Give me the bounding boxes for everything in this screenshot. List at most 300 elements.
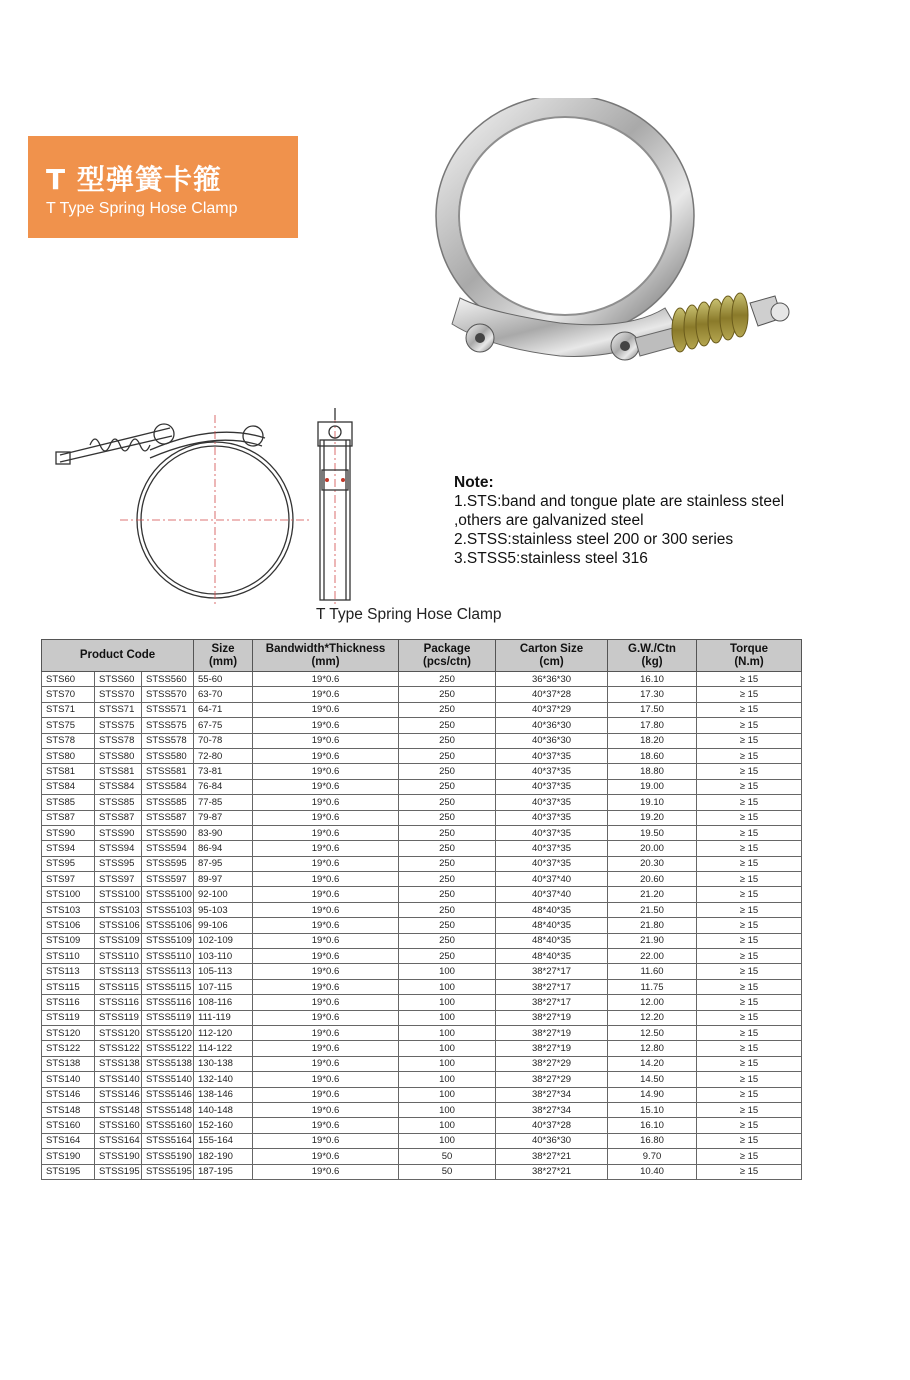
header-torque-line1: Torque — [729, 642, 769, 655]
note-line-3: 2.STSS:stainless steel 200 or 300 series — [454, 531, 734, 548]
cell-code-sts: STS87 — [42, 810, 95, 825]
cell-size: 112-120 — [194, 1025, 253, 1040]
cell-carton-size: 36*36*30 — [496, 672, 608, 687]
table-row — [42, 764, 802, 779]
table-row — [42, 949, 802, 964]
table-row — [42, 1087, 802, 1102]
cell-package: 100 — [399, 1118, 496, 1133]
cell-size: 76-84 — [194, 779, 253, 794]
cell-code-stss5: STSS5164 — [142, 1133, 194, 1148]
header-package-line1: Package — [423, 642, 471, 655]
cell-torque: ≥ 15 — [697, 795, 802, 810]
table-row — [42, 964, 802, 979]
cell-code-stss5: STSS5120 — [142, 1025, 194, 1040]
table-row — [42, 795, 802, 810]
cell-carton-size: 40*37*35 — [496, 841, 608, 856]
table-row — [42, 718, 802, 733]
table-row — [42, 856, 802, 871]
cell-code-sts: STS100 — [42, 887, 95, 902]
cell-carton-size: 38*27*34 — [496, 1087, 608, 1102]
cell-code-sts: STS90 — [42, 825, 95, 840]
cell-code-sts: STS113 — [42, 964, 95, 979]
cell-code-stss: STSS146 — [95, 1087, 142, 1102]
table-row — [42, 1118, 802, 1133]
cell-package: 250 — [399, 856, 496, 871]
cell-torque: ≥ 15 — [697, 1102, 802, 1117]
cell-package: 250 — [399, 687, 496, 702]
table-row — [42, 933, 802, 948]
cell-gross-weight: 21.20 — [608, 887, 697, 902]
cell-code-stss5: STSS5103 — [142, 902, 194, 917]
cell-code-stss5: STSS581 — [142, 764, 194, 779]
cell-size: 70-78 — [194, 733, 253, 748]
cell-bandwidth: 19*0.6 — [253, 841, 399, 856]
cell-code-sts: STS110 — [42, 949, 95, 964]
cell-size: 103-110 — [194, 949, 253, 964]
cell-size: 187-195 — [194, 1164, 253, 1179]
cell-torque: ≥ 15 — [697, 841, 802, 856]
cell-size: 92-100 — [194, 887, 253, 902]
cell-code-stss5: STSS578 — [142, 733, 194, 748]
cell-bandwidth: 19*0.6 — [253, 795, 399, 810]
cell-code-stss: STSS113 — [95, 964, 142, 979]
cell-code-stss: STSS80 — [95, 748, 142, 763]
cell-package: 250 — [399, 841, 496, 856]
cell-code-stss5: STSS5100 — [142, 887, 194, 902]
cell-code-sts: STS84 — [42, 779, 95, 794]
cell-bandwidth: 19*0.6 — [253, 1087, 399, 1102]
cell-gross-weight: 20.60 — [608, 872, 697, 887]
cell-code-stss: STSS103 — [95, 902, 142, 917]
cell-code-stss: STSS95 — [95, 856, 142, 871]
cell-package: 100 — [399, 1102, 496, 1117]
cell-gross-weight: 10.40 — [608, 1164, 697, 1179]
cell-bandwidth: 19*0.6 — [253, 702, 399, 717]
spec-table-body — [42, 672, 802, 1180]
banner-title-en: T Type Spring Hose Clamp — [46, 200, 238, 217]
cell-carton-size: 38*27*21 — [496, 1149, 608, 1164]
cell-size: 132-140 — [194, 1072, 253, 1087]
cell-code-stss: STSS81 — [95, 764, 142, 779]
cell-gross-weight: 21.50 — [608, 902, 697, 917]
cell-gross-weight: 11.60 — [608, 964, 697, 979]
table-row — [42, 887, 802, 902]
cell-code-stss: STSS90 — [95, 825, 142, 840]
cell-package: 250 — [399, 887, 496, 902]
cell-torque: ≥ 15 — [697, 1087, 802, 1102]
cell-bandwidth: 19*0.6 — [253, 856, 399, 871]
cell-size: 114-122 — [194, 1041, 253, 1056]
cell-package: 100 — [399, 1087, 496, 1102]
cell-bandwidth: 19*0.6 — [253, 1041, 399, 1056]
table-row — [42, 748, 802, 763]
cell-code-stss: STSS94 — [95, 841, 142, 856]
cell-size: 130-138 — [194, 1056, 253, 1071]
cell-torque: ≥ 15 — [697, 949, 802, 964]
cell-code-sts: STS138 — [42, 1056, 95, 1071]
cell-torque: ≥ 15 — [697, 825, 802, 840]
table-row — [42, 672, 802, 687]
table-row — [42, 810, 802, 825]
table-row — [42, 1164, 802, 1179]
note-line-2: ,others are galvanized steel — [454, 512, 644, 529]
cell-code-stss5: STSS5115 — [142, 979, 194, 994]
title-banner — [28, 136, 298, 238]
cell-size: 86-94 — [194, 841, 253, 856]
cell-torque: ≥ 15 — [697, 764, 802, 779]
cell-torque: ≥ 15 — [697, 1133, 802, 1148]
cell-gross-weight: 16.10 — [608, 672, 697, 687]
note-line-4: 3.STSS5:stainless steel 316 — [454, 550, 648, 567]
table-row — [42, 702, 802, 717]
cell-code-stss5: STSS570 — [142, 687, 194, 702]
cell-bandwidth: 19*0.6 — [253, 733, 399, 748]
cell-gross-weight: 19.50 — [608, 825, 697, 840]
cell-code-stss: STSS106 — [95, 918, 142, 933]
cell-code-stss5: STSS587 — [142, 810, 194, 825]
cell-gross-weight: 20.30 — [608, 856, 697, 871]
cell-size: 67-75 — [194, 718, 253, 733]
cell-bandwidth: 19*0.6 — [253, 764, 399, 779]
cell-gross-weight: 18.80 — [608, 764, 697, 779]
cell-torque: ≥ 15 — [697, 702, 802, 717]
cell-gross-weight: 16.80 — [608, 1133, 697, 1148]
cell-code-stss: STSS195 — [95, 1164, 142, 1179]
cell-carton-size: 40*37*35 — [496, 779, 608, 794]
cell-package: 250 — [399, 872, 496, 887]
cell-gross-weight: 19.00 — [608, 779, 697, 794]
cell-code-stss5: STSS590 — [142, 825, 194, 840]
cell-code-stss: STSS148 — [95, 1102, 142, 1117]
cell-package: 250 — [399, 933, 496, 948]
header-product-code: Product Code — [42, 640, 194, 672]
cell-code-sts: STS146 — [42, 1087, 95, 1102]
cell-torque: ≥ 15 — [697, 856, 802, 871]
cell-size: 64-71 — [194, 702, 253, 717]
cell-carton-size: 40*36*30 — [496, 718, 608, 733]
cell-gross-weight: 20.00 — [608, 841, 697, 856]
note-title: Note: — [454, 474, 494, 491]
cell-package: 100 — [399, 1072, 496, 1087]
cell-bandwidth: 19*0.6 — [253, 1056, 399, 1071]
cell-gross-weight: 21.90 — [608, 933, 697, 948]
cell-carton-size: 48*40*35 — [496, 933, 608, 948]
table-row — [42, 1149, 802, 1164]
cell-gross-weight: 9.70 — [608, 1149, 697, 1164]
cell-code-stss: STSS75 — [95, 718, 142, 733]
cell-code-sts: STS95 — [42, 856, 95, 871]
cell-size: 138-146 — [194, 1087, 253, 1102]
table-header-row — [42, 640, 802, 672]
cell-package: 100 — [399, 1133, 496, 1148]
cell-gross-weight: 12.20 — [608, 1010, 697, 1025]
cell-gross-weight: 14.50 — [608, 1072, 697, 1087]
cell-bandwidth: 19*0.6 — [253, 949, 399, 964]
cell-code-stss: STSS116 — [95, 995, 142, 1010]
cell-code-sts: STS60 — [42, 672, 95, 687]
cell-code-stss5: STSS597 — [142, 872, 194, 887]
cell-code-stss: STSS140 — [95, 1072, 142, 1087]
cell-size: 83-90 — [194, 825, 253, 840]
cell-torque: ≥ 15 — [697, 687, 802, 702]
cell-carton-size: 40*36*30 — [496, 733, 608, 748]
cell-code-stss5: STSS5122 — [142, 1041, 194, 1056]
table-row — [42, 1102, 802, 1117]
cell-size: 182-190 — [194, 1149, 253, 1164]
cell-bandwidth: 19*0.6 — [253, 1025, 399, 1040]
cell-bandwidth: 19*0.6 — [253, 1149, 399, 1164]
cell-code-stss: STSS164 — [95, 1133, 142, 1148]
cell-size: 63-70 — [194, 687, 253, 702]
header-gw — [608, 640, 697, 672]
cell-carton-size: 40*37*29 — [496, 702, 608, 717]
cell-bandwidth: 19*0.6 — [253, 1072, 399, 1087]
table-row — [42, 841, 802, 856]
cell-torque: ≥ 15 — [697, 933, 802, 948]
cell-code-stss5: STSS5148 — [142, 1102, 194, 1117]
cell-code-sts: STS115 — [42, 979, 95, 994]
cell-code-stss: STSS122 — [95, 1041, 142, 1056]
cell-code-sts: STS140 — [42, 1072, 95, 1087]
cell-code-sts: STS94 — [42, 841, 95, 856]
cell-package: 250 — [399, 748, 496, 763]
cell-size: 102-109 — [194, 933, 253, 948]
cell-size: 72-80 — [194, 748, 253, 763]
cell-code-stss: STSS85 — [95, 795, 142, 810]
cell-size: 55-60 — [194, 672, 253, 687]
cell-bandwidth: 19*0.6 — [253, 918, 399, 933]
cell-code-stss5: STSS575 — [142, 718, 194, 733]
table-row — [42, 1025, 802, 1040]
note-block — [454, 473, 784, 568]
cell-bandwidth: 19*0.6 — [253, 779, 399, 794]
header-gw-line1: G.W./Ctn — [628, 642, 676, 655]
cell-package: 100 — [399, 1025, 496, 1040]
cell-package: 250 — [399, 702, 496, 717]
cell-gross-weight: 16.10 — [608, 1118, 697, 1133]
cell-torque: ≥ 15 — [697, 918, 802, 933]
cell-carton-size: 40*37*35 — [496, 825, 608, 840]
cell-package: 50 — [399, 1149, 496, 1164]
header-size — [194, 640, 253, 672]
cell-code-sts: STS160 — [42, 1118, 95, 1133]
cell-bandwidth: 19*0.6 — [253, 687, 399, 702]
cell-code-stss: STSS110 — [95, 949, 142, 964]
cell-bandwidth: 19*0.6 — [253, 1102, 399, 1117]
cell-carton-size: 38*27*19 — [496, 1010, 608, 1025]
cell-carton-size: 38*27*17 — [496, 995, 608, 1010]
cell-carton-size: 40*37*40 — [496, 887, 608, 902]
cell-code-sts: STS97 — [42, 872, 95, 887]
cell-torque: ≥ 15 — [697, 733, 802, 748]
cell-bandwidth: 19*0.6 — [253, 995, 399, 1010]
cell-code-stss5: STSS5110 — [142, 949, 194, 964]
cell-code-sts: STS106 — [42, 918, 95, 933]
cell-size: 107-115 — [194, 979, 253, 994]
cell-carton-size: 48*40*35 — [496, 949, 608, 964]
cell-code-stss: STSS87 — [95, 810, 142, 825]
cell-size: 73-81 — [194, 764, 253, 779]
cell-code-stss5: STSS5119 — [142, 1010, 194, 1025]
cell-torque: ≥ 15 — [697, 872, 802, 887]
cell-torque: ≥ 15 — [697, 964, 802, 979]
cell-bandwidth: 19*0.6 — [253, 825, 399, 840]
cell-gross-weight: 17.50 — [608, 702, 697, 717]
cell-package: 100 — [399, 995, 496, 1010]
cell-torque: ≥ 15 — [697, 718, 802, 733]
cell-code-stss: STSS160 — [95, 1118, 142, 1133]
cell-torque: ≥ 15 — [697, 1041, 802, 1056]
cell-bandwidth: 19*0.6 — [253, 1010, 399, 1025]
cell-torque: ≥ 15 — [697, 1118, 802, 1133]
header-gw-line2: (kg) — [641, 655, 663, 668]
cell-torque: ≥ 15 — [697, 672, 802, 687]
cell-package: 50 — [399, 1164, 496, 1179]
cell-size: 95-103 — [194, 902, 253, 917]
cell-size: 140-148 — [194, 1102, 253, 1117]
cell-package: 100 — [399, 1041, 496, 1056]
cell-gross-weight: 14.90 — [608, 1087, 697, 1102]
header-torque-line2: (N.m) — [734, 655, 764, 668]
header-size-line2: (mm) — [208, 655, 238, 668]
table-row — [42, 825, 802, 840]
cell-bandwidth: 19*0.6 — [253, 887, 399, 902]
cell-carton-size: 40*37*35 — [496, 856, 608, 871]
cell-carton-size: 40*37*35 — [496, 764, 608, 779]
header-carton — [496, 640, 608, 672]
cell-size: 77-85 — [194, 795, 253, 810]
header-carton-line1: Carton Size — [519, 642, 584, 655]
cell-code-stss5: STSS571 — [142, 702, 194, 717]
cell-gross-weight: 21.80 — [608, 918, 697, 933]
cell-torque: ≥ 15 — [697, 1164, 802, 1179]
cell-code-stss5: STSS5190 — [142, 1149, 194, 1164]
cell-code-stss5: STSS5195 — [142, 1164, 194, 1179]
header-torque — [697, 640, 802, 672]
cell-code-sts: STS78 — [42, 733, 95, 748]
cell-code-stss: STSS71 — [95, 702, 142, 717]
cell-code-stss5: STSS5138 — [142, 1056, 194, 1071]
cell-size: 152-160 — [194, 1118, 253, 1133]
cell-gross-weight: 17.80 — [608, 718, 697, 733]
cell-carton-size: 40*36*30 — [496, 1133, 608, 1148]
cell-carton-size: 38*27*21 — [496, 1164, 608, 1179]
cell-carton-size: 40*37*28 — [496, 687, 608, 702]
cell-torque: ≥ 15 — [697, 748, 802, 763]
table-row — [42, 733, 802, 748]
cell-package: 250 — [399, 810, 496, 825]
cell-carton-size: 40*37*35 — [496, 810, 608, 825]
cell-code-sts: STS103 — [42, 902, 95, 917]
header-bandwidth-line1: Bandwidth*Thickness — [265, 642, 386, 655]
cell-code-stss: STSS120 — [95, 1025, 142, 1040]
cell-size: 108-116 — [194, 995, 253, 1010]
cell-bandwidth: 19*0.6 — [253, 748, 399, 763]
cell-package: 250 — [399, 779, 496, 794]
cell-gross-weight: 18.60 — [608, 748, 697, 763]
cell-size: 99-106 — [194, 918, 253, 933]
cell-size: 89-97 — [194, 872, 253, 887]
cell-gross-weight: 14.20 — [608, 1056, 697, 1071]
cell-bandwidth: 19*0.6 — [253, 933, 399, 948]
cell-gross-weight: 18.20 — [608, 733, 697, 748]
cell-torque: ≥ 15 — [697, 1072, 802, 1087]
cell-code-stss5: STSS5116 — [142, 995, 194, 1010]
cell-code-stss5: STSS5140 — [142, 1072, 194, 1087]
cell-package: 100 — [399, 979, 496, 994]
cell-code-stss5: STSS5109 — [142, 933, 194, 948]
cell-bandwidth: 19*0.6 — [253, 672, 399, 687]
banner-title-cn: T 型弹簧卡箍 — [46, 163, 222, 196]
cell-gross-weight: 17.30 — [608, 687, 697, 702]
cell-bandwidth: 19*0.6 — [253, 810, 399, 825]
clamp-product-photo — [430, 98, 810, 388]
cell-bandwidth: 19*0.6 — [253, 872, 399, 887]
table-row — [42, 687, 802, 702]
cell-code-sts: STS164 — [42, 1133, 95, 1148]
cell-code-stss5: STSS5146 — [142, 1087, 194, 1102]
cell-carton-size: 38*27*29 — [496, 1056, 608, 1071]
cell-package: 250 — [399, 733, 496, 748]
table-row — [42, 995, 802, 1010]
cell-torque: ≥ 15 — [697, 902, 802, 917]
cell-code-stss: STSS190 — [95, 1149, 142, 1164]
cell-code-stss: STSS70 — [95, 687, 142, 702]
table-row — [42, 872, 802, 887]
cell-gross-weight: 22.00 — [608, 949, 697, 964]
cell-carton-size: 40*37*28 — [496, 1118, 608, 1133]
cell-code-sts: STS119 — [42, 1010, 95, 1025]
cell-carton-size: 38*27*19 — [496, 1041, 608, 1056]
cell-package: 250 — [399, 795, 496, 810]
cell-torque: ≥ 15 — [697, 1149, 802, 1164]
cell-torque: ≥ 15 — [697, 1025, 802, 1040]
cell-code-stss: STSS84 — [95, 779, 142, 794]
cell-carton-size: 38*27*29 — [496, 1072, 608, 1087]
cell-code-stss: STSS97 — [95, 872, 142, 887]
note-line-1: 1.STS:band and tongue plate are stainless steel — [454, 493, 785, 510]
header-carton-line2: (cm) — [539, 655, 564, 668]
header-size-line1: Size — [211, 642, 235, 655]
cell-gross-weight: 19.10 — [608, 795, 697, 810]
cell-torque: ≥ 15 — [697, 810, 802, 825]
cell-package: 250 — [399, 949, 496, 964]
cell-carton-size: 38*27*19 — [496, 1025, 608, 1040]
cell-carton-size: 48*40*35 — [496, 902, 608, 917]
cell-gross-weight: 12.80 — [608, 1041, 697, 1056]
table-row — [42, 902, 802, 917]
header-package — [399, 640, 496, 672]
cell-bandwidth: 19*0.6 — [253, 979, 399, 994]
cell-carton-size: 38*27*17 — [496, 964, 608, 979]
cell-package: 250 — [399, 825, 496, 840]
cell-code-sts: STS190 — [42, 1149, 95, 1164]
cell-bandwidth: 19*0.6 — [253, 964, 399, 979]
cell-code-sts: STS81 — [42, 764, 95, 779]
cell-package: 250 — [399, 918, 496, 933]
cell-bandwidth: 19*0.6 — [253, 1133, 399, 1148]
cell-gross-weight: 11.75 — [608, 979, 697, 994]
cell-code-stss5: STSS585 — [142, 795, 194, 810]
cell-gross-weight: 12.00 — [608, 995, 697, 1010]
cell-size: 155-164 — [194, 1133, 253, 1148]
cell-torque: ≥ 15 — [697, 1010, 802, 1025]
cell-code-stss5: STSS580 — [142, 748, 194, 763]
header-package-line2: (pcs/ctn) — [423, 655, 471, 668]
cell-carton-size: 38*27*34 — [496, 1102, 608, 1117]
cell-code-stss: STSS100 — [95, 887, 142, 902]
cell-code-stss: STSS60 — [95, 672, 142, 687]
